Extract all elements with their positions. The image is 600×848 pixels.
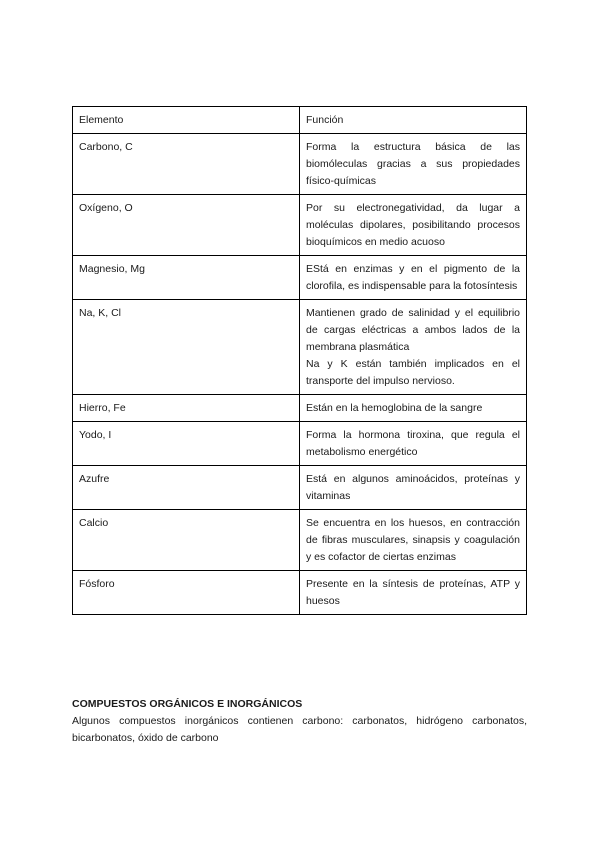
table-row xyxy=(73,134,527,195)
function-cell xyxy=(300,300,527,395)
table-row xyxy=(73,195,527,256)
elements-function-table xyxy=(72,106,527,615)
table-row xyxy=(73,422,527,466)
function-text: EStá en enzimas y en el pigmento de la clorofila, es indispensable para la fotosíntesis xyxy=(306,263,520,292)
function-cell xyxy=(300,466,527,510)
element-cell: Yodo, I xyxy=(73,422,300,466)
function-cell xyxy=(300,195,527,256)
function-text: Presente en la síntesis de proteínas, ATP y huesos xyxy=(306,578,520,607)
section-paragraph: Algunos compuestos inorgánicos contienen carbono: carbonatos, hidrógeno carbonatos, bicarbonatos, óxido de carbono xyxy=(72,715,527,744)
table-row xyxy=(73,395,527,422)
compounds-section xyxy=(72,696,527,747)
function-text: Por su electronegatividad, da lugar a moléculas dipolares, posibilitando procesos bioquímicos en medio acuoso xyxy=(306,202,520,248)
table-row xyxy=(73,466,527,510)
table-header-row xyxy=(73,107,527,134)
function-cell xyxy=(300,571,527,615)
function-text: Forma la estructura básica de las biomóleculas gracias a sus propiedades físico-químicas xyxy=(306,141,520,187)
element-cell: Na, K, Cl xyxy=(73,300,300,395)
table-row xyxy=(73,571,527,615)
element-cell: Hierro, Fe xyxy=(73,395,300,422)
function-cell xyxy=(300,395,527,422)
element-cell: Fósforo xyxy=(73,571,300,615)
element-cell: Carbono, C xyxy=(73,134,300,195)
function-text: Mantienen grado de salinidad y el equilibrio de cargas eléctricas a ambos lados de la membrana plasmática xyxy=(306,307,520,353)
table-row xyxy=(73,256,527,300)
function-text: Está en algunos aminoácidos, proteínas y vitaminas xyxy=(306,473,520,502)
element-cell: Magnesio, Mg xyxy=(73,256,300,300)
header-function: Función xyxy=(300,107,527,134)
section-heading: COMPUESTOS ORGÁNICOS E INORGÁNICOS xyxy=(72,698,303,710)
element-cell: Azufre xyxy=(73,466,300,510)
table-row xyxy=(73,510,527,571)
element-cell: Oxígeno, O xyxy=(73,195,300,256)
header-element: Elemento xyxy=(73,107,300,134)
function-cell xyxy=(300,422,527,466)
function-text: Na y K están también implicados en el transporte del impulso nervioso. xyxy=(306,358,520,387)
function-cell xyxy=(300,510,527,571)
function-text: Están en la hemoglobina de la sangre xyxy=(306,402,483,414)
function-text: Se encuentra en los huesos, en contracción de fibras musculares, sinapsis y coagulación y es cofactor de ciertas enzimas xyxy=(306,517,520,563)
function-text: Forma la hormona tiroxina, que regula el metabolismo energético xyxy=(306,429,520,458)
function-cell xyxy=(300,134,527,195)
function-cell xyxy=(300,256,527,300)
table-row xyxy=(73,300,527,395)
element-cell: Calcio xyxy=(73,510,300,571)
